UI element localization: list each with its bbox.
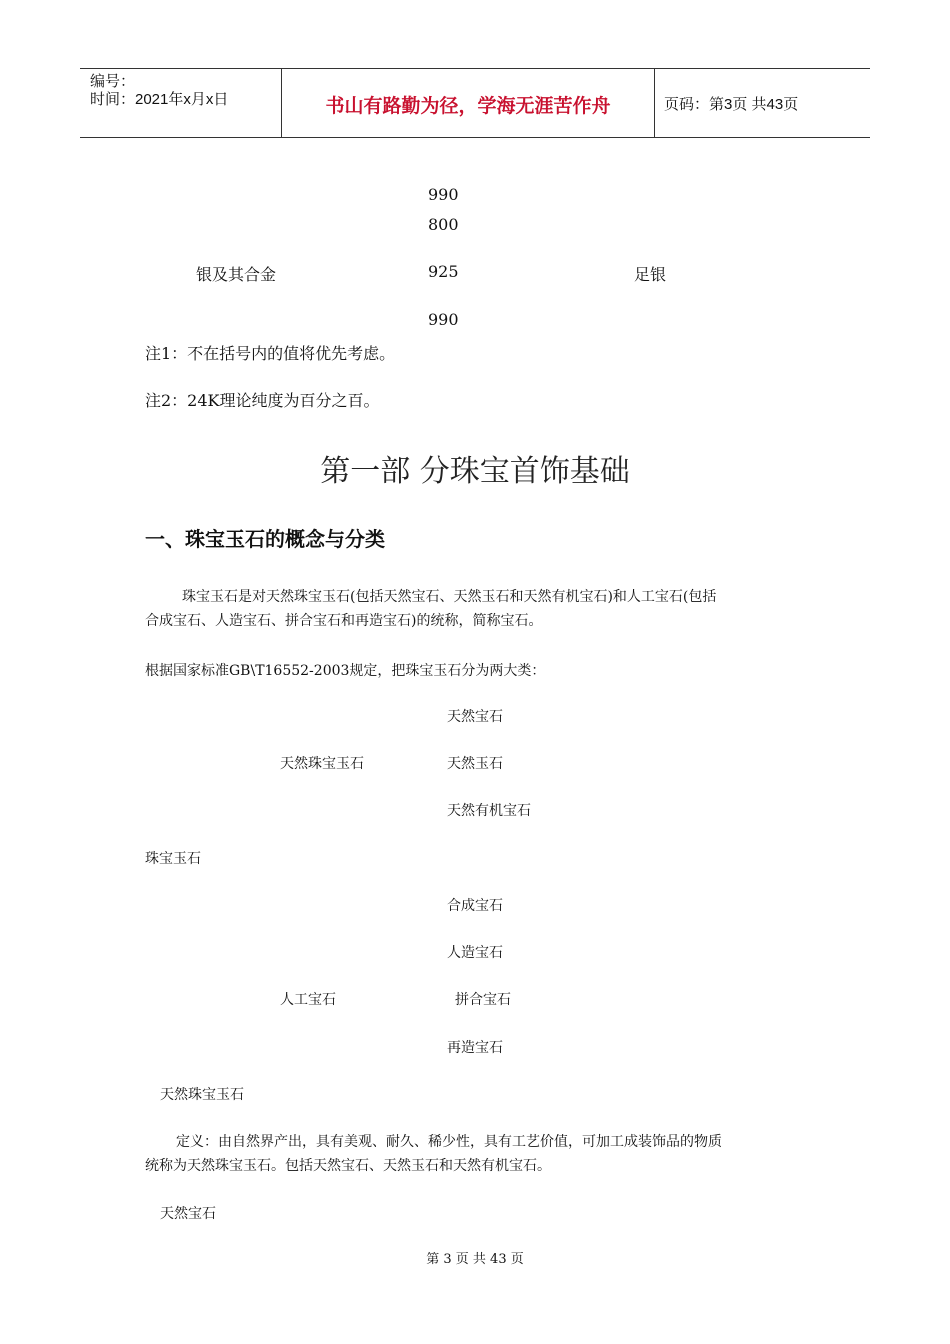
artificial-item: 人造宝石: [447, 945, 503, 961]
subheading-natural-gemstone: 天然宝石: [160, 1206, 216, 1222]
purity-value: 800: [428, 215, 459, 234]
header-meta: [90, 73, 228, 109]
artificial-item: 拼合宝石: [455, 992, 511, 1008]
purity-value: 925: [428, 262, 459, 281]
header-divider: [654, 69, 655, 137]
intro-paragraph-line: 合成宝石、人造宝石、拼合宝石和再造宝石)的统称，简称宝石。: [145, 613, 543, 629]
natural-item: 天然宝石: [447, 709, 503, 725]
metal-label: 银及其合金: [196, 265, 277, 284]
document-header: [80, 68, 870, 138]
natural-item: 天然玉石: [447, 756, 503, 772]
header-page-number: 页码：第3页 共43页: [664, 96, 799, 113]
category-root: 珠宝玉石: [145, 851, 201, 867]
metal-name: 足银: [634, 265, 667, 284]
page-footer: 第 3 页 共 43 页: [426, 1252, 524, 1267]
subheading-natural-gems: 天然珠宝玉石: [160, 1087, 244, 1103]
heading-gem-concept: 一、珠宝玉石的概念与分类: [145, 527, 385, 551]
artificial-item: 再造宝石: [447, 1040, 503, 1056]
header-number: 编号：: [90, 73, 136, 90]
standard-text: 根据国家标准GB\T16552-2003规定，把珠宝玉石分为两大类：: [145, 663, 546, 679]
natural-item: 天然有机宝石: [447, 803, 531, 819]
header-date: 时间：2021年x月x日: [90, 91, 229, 108]
note-1: 注1：不在括号内的值将优先考虑。: [145, 344, 396, 363]
header-motto: 书山有路勤为径，学海无涯苦作舟: [325, 95, 611, 117]
purity-value: 990: [428, 185, 459, 204]
purity-value: 990: [428, 310, 459, 329]
definition-line: 定义：由自然界产出，具有美观、耐久、稀少性，具有工艺价值，可加工成装饰品的物质: [176, 1134, 722, 1150]
category-natural: 天然珠宝玉石: [280, 756, 364, 772]
note-2: 注2：24K理论纯度为百分之百。: [145, 391, 380, 410]
section-title: 第一部 分珠宝首饰基础: [320, 454, 630, 489]
artificial-item: 合成宝石: [447, 898, 503, 914]
category-artificial: 人工宝石: [280, 992, 336, 1008]
intro-paragraph-line: 珠宝玉石是对天然珠宝玉石(包括天然宝石、天然玉石和天然有机宝石)和人工宝石(包括: [182, 589, 717, 605]
definition-line: 统称为天然珠宝玉石。包括天然宝石、天然玉石和天然有机宝石。: [145, 1158, 551, 1174]
